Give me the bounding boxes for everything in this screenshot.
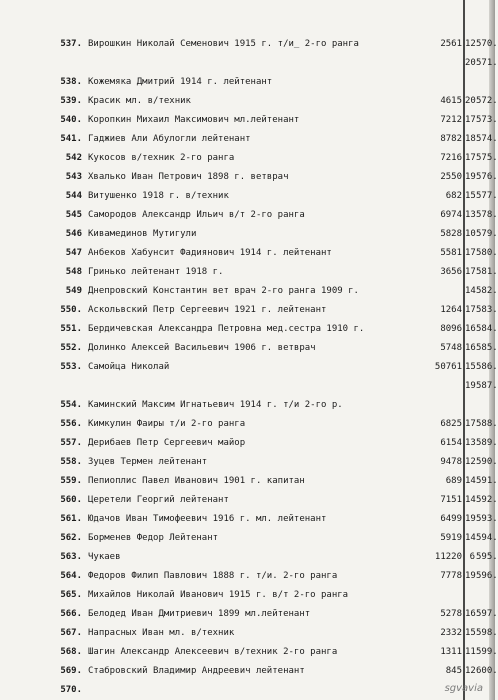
entry-number: 565.	[60, 590, 82, 600]
list-item	[0, 587, 495, 604]
entry-text: Самойца Николай	[88, 362, 170, 372]
entry-number: 550.	[60, 305, 82, 315]
entry-text: Гринько лейтенант 1918 г.	[88, 267, 224, 277]
reference-code: 5581	[440, 248, 462, 258]
entry-text: Кукосов в/техник 2-го ранга	[88, 153, 235, 163]
list-item	[0, 226, 498, 243]
entry-text: Гаджиев Али Абулогли лейтенант	[88, 134, 251, 144]
margin-entry-number: 570.	[476, 39, 498, 49]
list-item	[0, 321, 498, 338]
margin-entry-number: 574.	[476, 134, 498, 144]
list-item	[0, 74, 495, 91]
reference-code: 6154	[440, 438, 462, 448]
entry-number: 547	[65, 248, 82, 258]
entry-number: 561.	[60, 514, 82, 524]
list-item	[0, 55, 498, 72]
entry-text: Коропкин Михаил Максимович мл.лейтенант	[88, 115, 300, 125]
entry-text: Днепровский Константин вет врач 2-го ранга 1909 г.	[88, 286, 359, 296]
entry-text: Каминский Максим Игнатьевич 1914 г. т/и 2-го р.	[88, 400, 343, 410]
margin-entry-number: 579.	[476, 229, 498, 239]
margin-number: 14	[465, 495, 476, 505]
margin-number: 13	[465, 438, 476, 448]
margin-entry-number: 578.	[476, 210, 498, 220]
margin-entry-number: 589.	[476, 438, 498, 448]
entry-number: 549	[65, 286, 82, 296]
list-item	[0, 473, 498, 490]
margin-number: 20	[465, 96, 476, 106]
margin-number: 15	[465, 362, 476, 372]
entry-number: 541.	[60, 134, 82, 144]
margin-number: 17	[465, 248, 476, 258]
list-item	[0, 150, 498, 167]
list-item	[0, 530, 498, 547]
entry-number: 568.	[60, 647, 82, 657]
entry-text: Шагин Александр Алексеевич в/техник 2-го ранга	[88, 647, 338, 657]
entry-text: Федоров Филип Павлович 1888 г. т/и. 2-го ранга	[88, 571, 338, 581]
list-item	[0, 188, 498, 205]
reference-code: 7151	[440, 495, 462, 505]
entry-text: Михайлов Николай Иванович 1915 г. в/т 2-го ранга	[88, 590, 349, 600]
entry-text: Красик мл. в/техник	[88, 96, 191, 106]
entry-text: Дерибаев Петр Сергеевич майор	[88, 438, 246, 448]
margin-entry-number: 591.	[476, 476, 498, 486]
margin-entry-number: 577.	[476, 191, 498, 201]
margin-entry-number: 580.	[476, 248, 498, 258]
margin-number: 12	[465, 666, 476, 676]
margin-number: 17	[465, 115, 476, 125]
list-item	[0, 207, 498, 224]
reference-code: 2561	[440, 39, 462, 49]
margin-number: 14	[465, 476, 476, 486]
list-item	[0, 93, 498, 110]
margin-number: 15	[465, 191, 476, 201]
reference-code: 6825	[440, 419, 462, 429]
margin-entry-number: 599.	[476, 647, 498, 657]
reference-code: 682	[445, 191, 462, 201]
entry-number: 548	[65, 267, 82, 277]
list-item	[0, 454, 498, 471]
entry-text: Анбеков Хабунсит Фадиянович 1914 г. лейтенант	[88, 248, 332, 258]
reference-code: 6499	[440, 514, 462, 524]
entry-number: 570.	[60, 685, 82, 695]
entry-text: Бердичевская Александра Петровна мед.сестра 1910 г.	[88, 324, 365, 334]
entry-text: Юдачов Иван Тимофеевич 1916 г. мл. лейтенант	[88, 514, 327, 524]
reference-code: 1311	[440, 647, 462, 657]
margin-number: 12	[465, 39, 476, 49]
margin-number: 10	[465, 229, 476, 239]
margin-number: 17	[465, 153, 476, 163]
reference-code: 4615	[440, 96, 462, 106]
list-item	[0, 663, 498, 680]
list-item	[0, 302, 498, 319]
list-item	[0, 606, 498, 623]
entry-text: Напрасных Иван мл. в/техник	[88, 628, 235, 638]
reference-code: 9478	[440, 457, 462, 467]
margin-entry-number: 582.	[476, 286, 498, 296]
list-item	[0, 264, 498, 281]
entry-number: 537.	[60, 39, 82, 49]
entry-number: 551.	[60, 324, 82, 334]
entry-number: 542	[65, 153, 82, 163]
entry-number: 543	[65, 172, 82, 182]
list-item	[0, 511, 498, 528]
margin-entry-number: 588.	[476, 419, 498, 429]
margin-entry-number: 590.	[476, 457, 498, 467]
list-item	[0, 625, 498, 642]
list-item	[0, 435, 498, 452]
entry-number: 556.	[60, 419, 82, 429]
margin-entry-number: 598.	[476, 628, 498, 638]
reference-code: 8096	[440, 324, 462, 334]
margin-entry-number: 587.	[476, 381, 498, 391]
margin-number: 17	[465, 305, 476, 315]
margin-entry-number: 576.	[476, 172, 498, 182]
entry-text: Пепиоплис Павел Иванович 1901 г. капитан	[88, 476, 305, 486]
list-item	[0, 245, 498, 262]
entry-number: 546	[65, 229, 82, 239]
reference-code: 7778	[440, 571, 462, 581]
entry-number: 539.	[60, 96, 82, 106]
reference-code: 11220	[434, 552, 462, 562]
margin-number: 19	[465, 381, 476, 391]
reference-code: 689	[445, 476, 462, 486]
margin-number: 15	[465, 628, 476, 638]
list-item	[0, 549, 498, 566]
list-item	[0, 169, 498, 186]
reference-code: 6974	[440, 210, 462, 220]
entry-text: Вирошкин Николай Семенович 1915 г. т/и_ 2-го ранга	[88, 39, 359, 49]
entry-number: 544	[65, 191, 82, 201]
list-item	[0, 36, 498, 53]
entry-text: Белодед Иван Дмитриевич 1899 мл.лейтенант	[88, 609, 311, 619]
list-item	[0, 644, 498, 661]
reference-code: 5919	[440, 533, 462, 543]
list-item	[0, 682, 495, 699]
entry-text: Кивамединов Мутигули	[88, 229, 197, 239]
entry-text: Борменев Федор Лейтенант	[88, 533, 219, 543]
margin-entry-number: 600.	[476, 666, 498, 676]
reference-code: 5278	[440, 609, 462, 619]
entry-number: 563.	[60, 552, 82, 562]
reference-code: 5828	[440, 229, 462, 239]
entry-number: 557.	[60, 438, 82, 448]
margin-entry-number: 584.	[476, 324, 498, 334]
entry-text: Зуцев Термен лейтенант	[88, 457, 208, 467]
watermark: sgvavia	[444, 683, 483, 694]
margin-entry-number: 586.	[476, 362, 498, 372]
entry-number: 545	[65, 210, 82, 220]
entry-number: 538.	[60, 77, 82, 87]
entry-text: Долинко Алексей Васильевич 1906 г. ветврач	[88, 343, 316, 353]
reference-code: 7212	[440, 115, 462, 125]
reference-code: 5748	[440, 343, 462, 353]
reference-code: 1264	[440, 305, 462, 315]
entry-text: Кожемяка Дмитрий 1914 г. лейтенант	[88, 77, 273, 87]
margin-number: 13	[465, 210, 476, 220]
margin-entry-number: 581.	[476, 267, 498, 277]
entry-number: 552.	[60, 343, 82, 353]
entry-number: 559.	[60, 476, 82, 486]
entry-number: 562.	[60, 533, 82, 543]
list-item	[0, 283, 498, 300]
reference-code: 7216	[440, 153, 462, 163]
margin-number: 14	[465, 286, 476, 296]
margin-number: 17	[465, 419, 476, 429]
margin-number: 16	[465, 324, 476, 334]
entry-number: 569.	[60, 666, 82, 676]
margin-number: 19	[465, 571, 476, 581]
entry-text: Самородов Александр Ильич в/т 2-го ранга	[88, 210, 305, 220]
margin-number: 12	[465, 457, 476, 467]
list-item	[0, 492, 498, 509]
entry-text: Витушенко 1918 г. в/техник	[88, 191, 229, 201]
entry-number: 560.	[60, 495, 82, 505]
entry-text: Церетели Георгий лейтенант	[88, 495, 229, 505]
entry-number: 564.	[60, 571, 82, 581]
margin-entry-number: 575.	[476, 153, 498, 163]
list-item	[0, 568, 498, 585]
entry-text: Чукаев	[88, 552, 121, 562]
list-item	[0, 416, 498, 433]
margin-number: 19	[465, 172, 476, 182]
margin-number: 16	[465, 343, 476, 353]
margin-entry-number: 585.	[476, 343, 498, 353]
reference-code: 2332	[440, 628, 462, 638]
margin-entry-number: 573.	[476, 115, 498, 125]
margin-entry-number: 597.	[476, 609, 498, 619]
margin-entry-number: 594.	[476, 533, 498, 543]
margin-number: 20	[465, 58, 476, 68]
entry-number: 554.	[60, 400, 82, 410]
entry-text: Кимкулин Фаиры т/и 2-го ранга	[88, 419, 246, 429]
reference-code: 8782	[440, 134, 462, 144]
entry-number: 540.	[60, 115, 82, 125]
list-item	[0, 378, 498, 395]
margin-entry-number: 596.	[476, 571, 498, 581]
margin-entry-number: 593.	[476, 514, 498, 524]
margin-number: 18	[465, 134, 476, 144]
margin-entry-number: 571.	[476, 58, 498, 68]
list-item	[0, 112, 498, 129]
reference-code: 3656	[440, 267, 462, 277]
margin-number: 19	[465, 514, 476, 524]
entry-number: 558.	[60, 457, 82, 467]
entry-number: 553.	[60, 362, 82, 372]
list-item	[0, 131, 498, 148]
reference-code: 50761	[434, 362, 462, 372]
list-item	[0, 359, 498, 376]
entry-text: Хвалько Иван Петрович 1898 г. ветврач	[88, 172, 289, 182]
margin-number: 16	[465, 609, 476, 619]
list-item	[0, 397, 495, 414]
list-item	[0, 340, 498, 357]
reference-code: 2550	[440, 172, 462, 182]
margin-entry-number: 583.	[476, 305, 498, 315]
margin-entry-number: 595.	[476, 552, 498, 562]
margin-entry-number: 592.	[476, 495, 498, 505]
margin-entry-number: 572.	[476, 96, 498, 106]
entry-text: Аскольвский Петр Сергеевич 1921 г. лейтенант	[88, 305, 327, 315]
entry-number: 566.	[60, 609, 82, 619]
margin-number: 17	[465, 267, 476, 277]
margin-number: 11	[465, 647, 476, 657]
margin-number: 6	[469, 552, 475, 562]
reference-code: 845	[445, 666, 462, 676]
entry-text: Стабровский Владимир Андреевич лейтенант	[88, 666, 305, 676]
entry-number: 567.	[60, 628, 82, 638]
margin-number: 14	[465, 533, 476, 543]
